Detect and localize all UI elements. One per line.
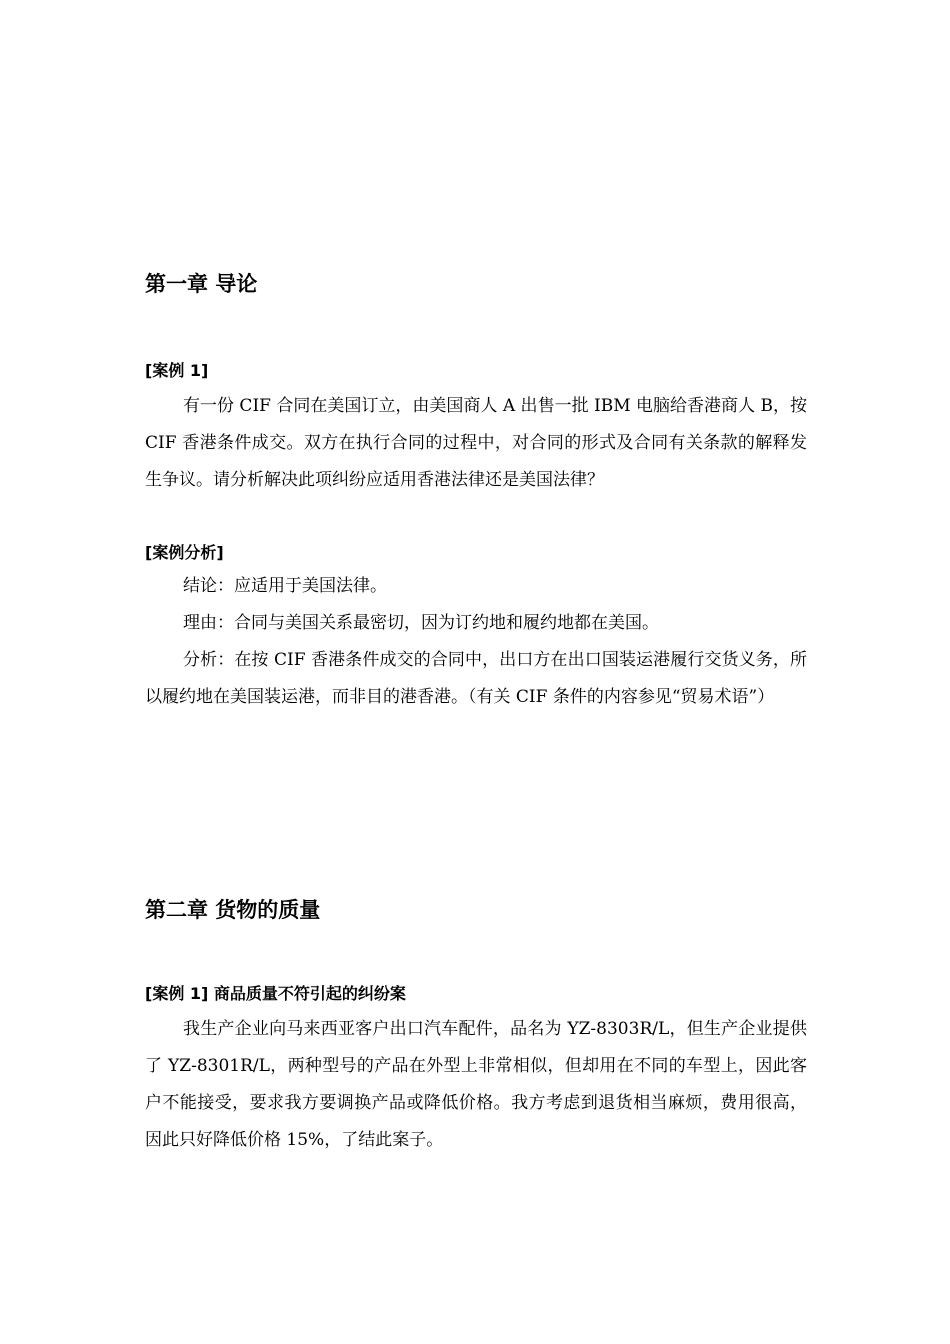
chapter-2-title: 第二章 货物的质量: [145, 898, 321, 922]
chapter-2-case-text: 我生产企业向马来西亚客户出口汽车配件，品名为 YZ-8303R/L，但生产企业提供了 YZ-8301R/L，两种型号的产品在外型上非常相似，但却用在不同的车型上，因此客户不能接受，要求我方要调换产品或降低价格。我方考虑到退货相当麻烦，费用很高，因此只好降低价格 15%，了结此案子。: [145, 1019, 807, 1150]
chapter-1-case-text: 有一份 CIF 合同在美国订立，由美国商人 A 出售一批 IBM 电脑给香港商人 B，按 CIF 香港条件成交。双方在执行合同的过程中，对合同的形式及合同有关条款的解释发生争议。请分析解决此项纠纷应适用香港法律还是美国法律？: [145, 396, 807, 490]
chapter-2-case-heading: [案例 1] 商品质量不符引起的纠纷案: [145, 984, 406, 1003]
chapter-1-case-heading: [案例 1]: [145, 361, 209, 380]
chapter-1-reason: 理由：合同与美国关系最密切，因为订约地和履约地都在美国。: [183, 613, 659, 633]
chapter-1-analysis: 分析：在按 CIF 香港条件成交的合同中，出口方在出口国装运港履行交货义务，所以履约地在美国装运港，而非目的港香港。（有关 CIF 条件的内容参见“贸易术语”）: [145, 650, 807, 707]
chapter-1-conclusion: 结论：应适用于美国法律。: [183, 576, 387, 596]
chapter-1-title: 第一章 导论: [145, 272, 258, 296]
chapter-1-analysis-heading: [案例分析]: [145, 543, 224, 562]
